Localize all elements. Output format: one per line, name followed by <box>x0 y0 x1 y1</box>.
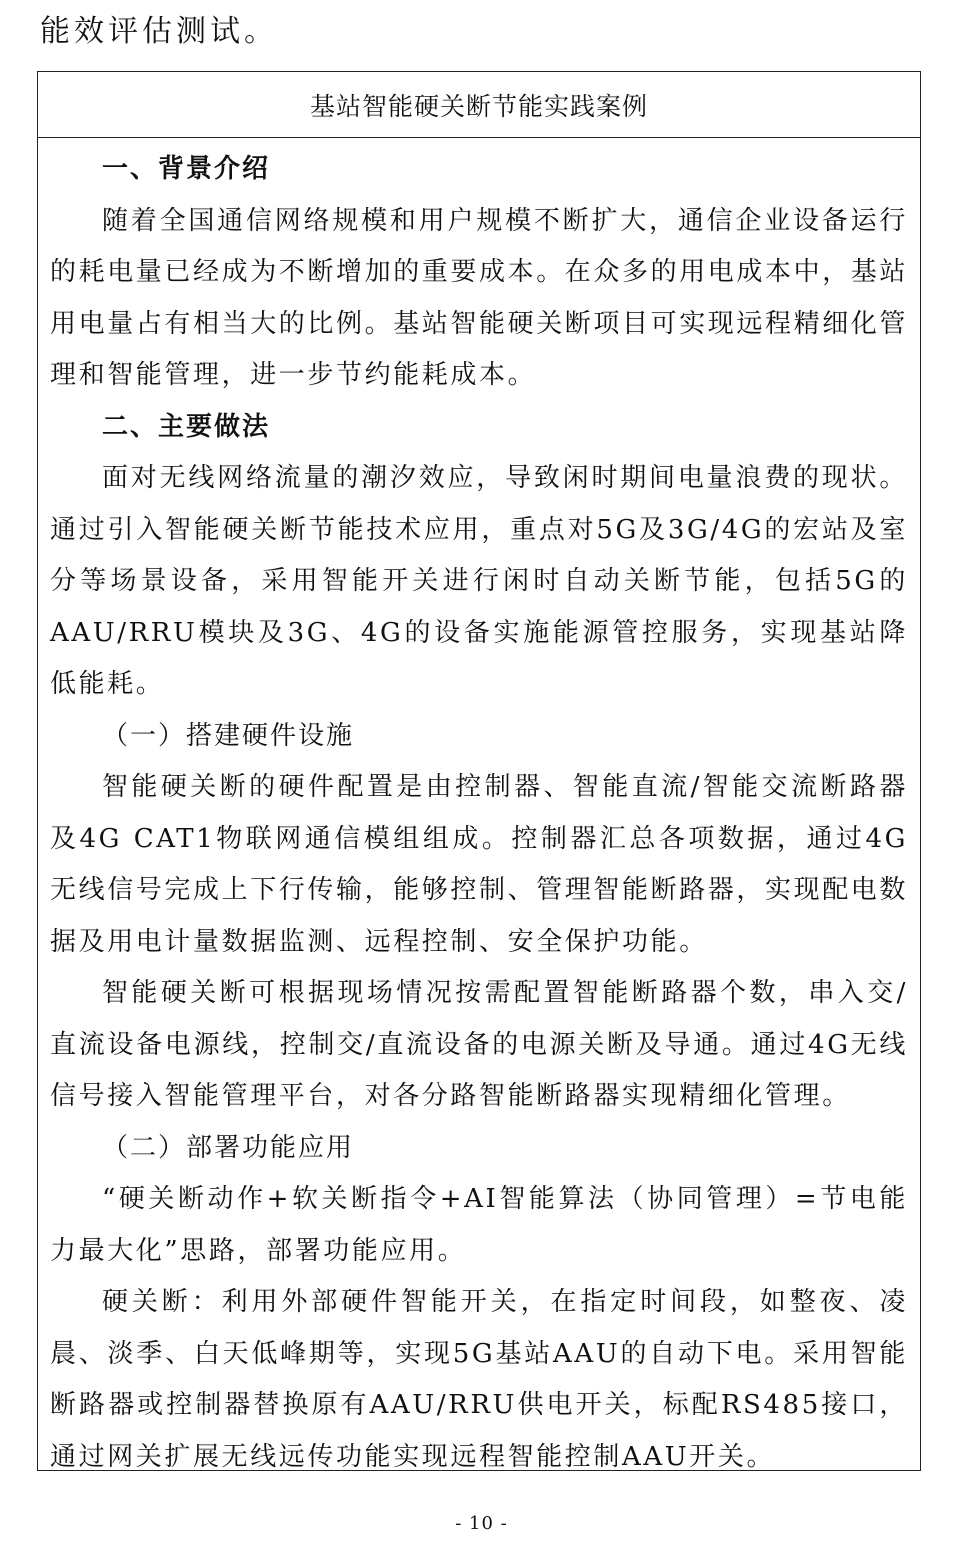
section-heading-background: 一、背景介绍 <box>102 154 271 184</box>
case-box <box>37 71 921 1471</box>
subheading-hardware: （一）搭建硬件设施 <box>102 720 355 751</box>
paragraph-hardware-breakers: 智能硬关断可根据现场情况按需配置智能断路器个数，串入交/直流设备电源线，控制交/直流设备的电源关断及导通。通过4G无线信号接入智能管理平台，对各分路智能断路器实现精细化管理。 <box>50 978 908 1111</box>
paragraph-methods: 面对无线网络流量的潮汐效应，导致闲时期间电量浪费的现状。通过引入智能硬关断节能技术应用，重点对5G及3G/4G的宏站及室分等场景设备，采用智能开关进行闲时自动关断节能，包括5G的AAU/RRU模块及3G、4G的设备实施能源管控服务，实现基站降低能耗。 <box>50 463 908 699</box>
case-content <box>38 138 920 1483</box>
paragraph-background: 随着全国通信网络规模和用户规模不断扩大，通信企业设备运行的耗电量已经成为不断增加的重要成本。在众多的用电成本中，基站用电量占有相当大的比例。基站智能硬关断项目可实现远程精细化管理和智能管理，进一步节约能耗成本。 <box>50 205 909 390</box>
paragraph-hard-shutdown: 硬关断：利用外部硬件智能开关，在指定时间段，如整夜、凌晨、淡季、白天低峰期等，实现5G基站AAU的自动下电。采用智能断路器或控制器替换原有AAU/RRU供电开关，标配RS485接口，通过网关扩展无线远传功能实现远程智能控制AAU开关。 <box>50 1287 908 1472</box>
paragraph-hardware-config: 智能硬关断的硬件配置是由控制器、智能直流/智能交流断路器及4G CAT1物联网通信模组组成。控制器汇总各项数据，通过4G无线信号完成上下行传输，能够控制、管理智能断路器，实现配电数据及用电计量数据监测、远程控制、安全保护功能。 <box>50 772 909 957</box>
section-heading-methods: 二、主要做法 <box>102 411 271 442</box>
subheading-deployment: （二）部署功能应用 <box>102 1132 355 1163</box>
page-number: - 10 - <box>455 1513 508 1534</box>
case-title: 基站智能硬关断节能实践案例 <box>38 72 920 138</box>
lead-text: 能效评估测试。 <box>40 14 278 49</box>
paragraph-deployment-idea: “硬关断动作+软关断指令+AI智能算法（协同管理）=节电能力最大化”思路，部署功能应用。 <box>50 1184 908 1266</box>
